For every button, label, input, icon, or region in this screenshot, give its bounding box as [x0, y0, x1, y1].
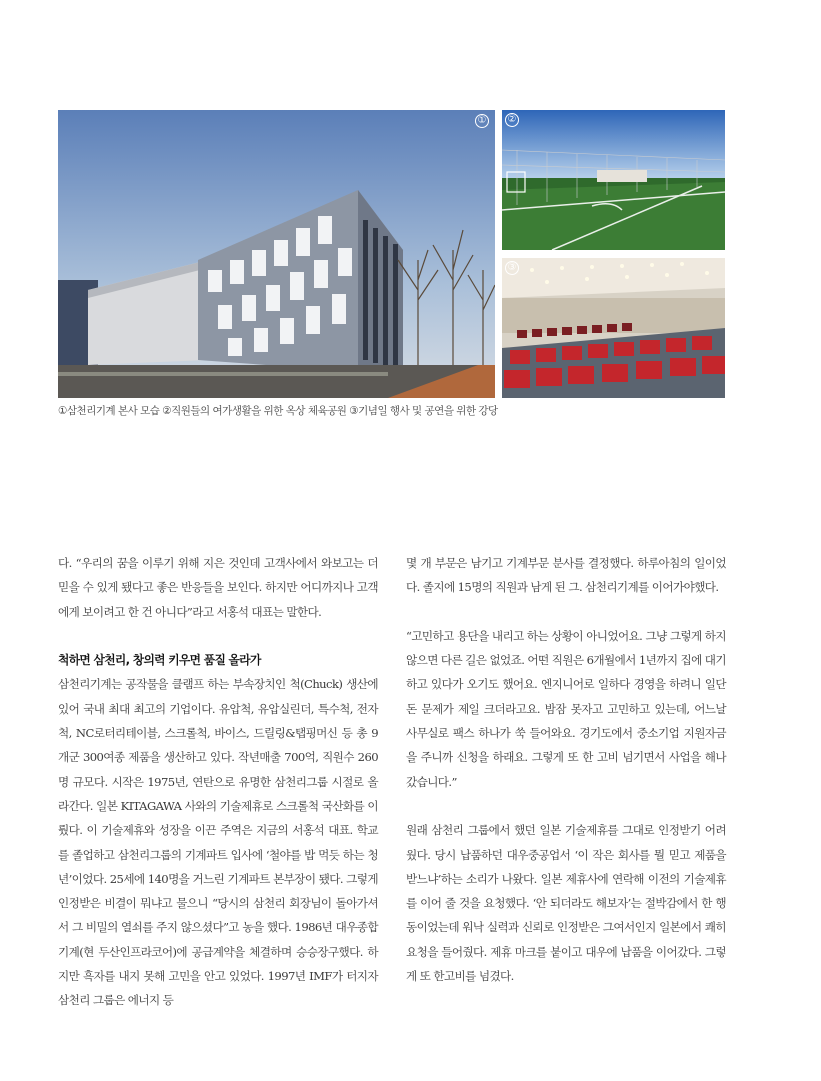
photo-number-2: ② [505, 113, 519, 127]
paragraph: 원래 삼천리 그룹에서 했던 일본 기술제휴를 그대로 인정받기 어려웠다. 당시 납품하던 대우중공업서 ‘이 작은 회사를 뭘 믿고 제품을 받느냐’하는 소리가 나왔다. 일본 제휴사에 연락해 이전의 기술제휴를 이어 줄 것을 요청했다. ‘안 되더라도 해보자’는 절박감에서 한 행동이었는데 워낙 실력과 신뢰로 인정받은 그여서인지 일본에서 쾌히 요청을 들어줬다. 제휴 마크를 붙이고 대우에 납품을 이어갔다. 그렇게 또 한고비를 넘겼다. [406, 823, 726, 984]
paragraph: 삼천리기계는 공작물을 클램프 하는 부속장치인 척(Chuck) 생산에 있어 국내 최대 최고의 기업이다. 유압척, 유압실린더, 특수척, 전자척, NC로터리테이블, 스크롤척, 바이스, 드릴링&탭핑머신 등 총 9개군 300여종 제품을 생산하고 있다. 작년매출 700억, 직원수 260명 규모다. 시작은 1975년, 연탄으로 유명한 삼천리그룹 시절로 올라간다. 일본 KITAGAWA 사와의 기술제휴로 스크롤척 국산화를 이뤘다. 이 기술제휴와 성장을 이끈 주역은 지금의 서홍석 대표. 학교를 졸업하고 삼천리그룹의 기계파트 입사에 ‘철야를 밥 먹듯 하는 청년’이었다. 25세에 140명을 거느린 기계파트 본부장이 됐다. 그렇게 인정받은 비결이 뭐냐고 물으니 “당시의 삼천리 회장님이 돌아가셔서 그 비밀의 열쇠를 주지 않으셨다”고 농을 했다. 1986년 대우종합기계(현 두산인프라코어)에 공급계약을 체결하며 승승장구했다. 하지만 흑자를 내지 못해 고민을 안고 있었다. 1997년 IMF가 터지자 삼천리 그룹은 에너지 등 [58, 677, 378, 1008]
quote-paragraph: “고민하고 용단을 내리고 하는 상황이 아니었어요. 그냥 그렇게 하지 않으면 다른 길은 없었죠. 어떤 직원은 6개월에서 1년까지 집에 대기하고 있다가 오기도 했어요. 엔지니어로 일하다 경영을 하려니 일단 돈 문제가 제일 크더라고요. 밤잠 못자고 고민하고 있는데, 어느날 사무실로 팩스 하나가 쑥 들어와요. 경기도에서 중소기업 지원자금을 주니까 신청을 하래요. 그렇게 또 한 고비 넘기면서 사업을 해나갔습니다.” [406, 628, 726, 789]
article-left-column [58, 551, 378, 1013]
photo-caption: ①삼천리기계 본사 모습 ②직원들의 여가생활을 위한 옥상 체육공원 ③기념일 행사 및 공연을 위한 강당 [58, 405, 498, 417]
article-right-column [406, 551, 726, 988]
headquarters-photo [58, 110, 495, 398]
section-heading: 척하면 삼천리, 창의력 키우면 품질 올라가 [58, 653, 261, 668]
photo-number-1: ① [475, 114, 489, 128]
paragraph: 몇 개 부문은 남기고 기계부문 분사를 결정했다. 하루아침의 일이었다. 졸지에 15명의 직원과 남게 된 그. 삼천리기계를 이어가야했다. [406, 556, 726, 595]
auditorium-photo [502, 258, 725, 398]
paragraph: 다. “우리의 꿈을 이루기 위해 지은 것인데 고객사에서 와보고는 더 믿을 수 있게 됐다고 좋은 반응들을 보인다. 하지만 어디까지나 고객에게 보이려고 한 건 아니다”라고 서홍석 대표는 말한다. [58, 556, 378, 619]
photo-number-3: ③ [505, 261, 519, 275]
sports-field-photo [502, 110, 725, 250]
